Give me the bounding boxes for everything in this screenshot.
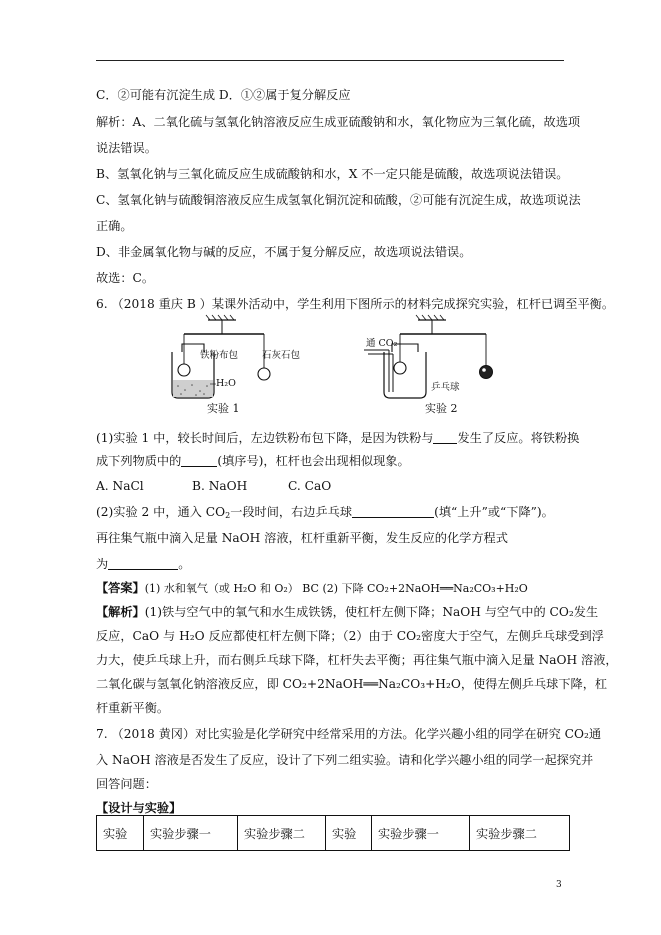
q2-text-b: 一段时间，右边乒乓球 (230, 505, 353, 519)
table-header-row (97, 816, 570, 851)
explanation-c-cont: 正确。 (96, 219, 133, 233)
question-6-part2-cont: 再往集气瓶中滴入足量 NaOH 溶液，杠杆重新平衡，发生反应的化学方程式 (96, 531, 508, 545)
explanation-a: 解析：A、二氧化硫与氢氧化钠溶液反应生成亚硫酸钠和水，氧化物应为三氧化硫，故选项 (96, 115, 581, 129)
answer-tag: 【答案】 (96, 581, 145, 595)
analysis-text-1: (1)铁与空气中的氧气和水生成铁锈，使杠杆左侧下降；NaOH 与空气中的 CO₂发生 (144, 605, 599, 619)
q2-text-f: 。 (178, 557, 191, 571)
design-section-heading: 【设计与实验】 (96, 801, 182, 815)
option-b: B. NaOH (192, 479, 248, 493)
answer-blank-1[interactable] (433, 431, 457, 444)
table-header-cell: 实验 (326, 816, 372, 851)
answer-choice: 故选：C。 (96, 271, 155, 285)
answer-blank-3[interactable] (352, 505, 434, 518)
analysis-line-2: 反应，CaO 与 H₂O 反应都使杠杆左侧下降；（2）由于 CO₂密度大于空气，左侧乒乓球受到浮 (96, 629, 604, 643)
question-6-options (96, 478, 331, 494)
q2-text-e: 为 (96, 557, 109, 571)
water-label: H₂O (216, 378, 236, 389)
explanation-d: D、非金属氧化物与碱的反应，不属于复分解反应，故选项说法错误。 (96, 245, 472, 259)
table-header-cell: 实验步骤二 (238, 816, 326, 851)
table-header-cell: 实验 (97, 816, 144, 851)
analysis-line-1 (96, 604, 598, 620)
question-7-line-1: 7. （2018 黄冈）对比实验是化学研究中经常采用的方法。化学兴趣小组的同学在研究 CO₂通 (96, 727, 602, 741)
analysis-line-5: 杆重新平衡。 (96, 701, 170, 715)
analysis-line-3: 力大，使乒乓球上升，而右侧乒乓球下降，杠杆失去平衡；再往集气瓶中滴入足量 NaOH 溶液， (96, 653, 618, 667)
q1-text-c: 成下列物质中的 (96, 454, 182, 468)
pingpong-label: 乒乓球 (431, 382, 460, 393)
analysis-line-4: 二氧化碳与氢氧化钠溶液反应，即 CO₂+2NaOH══Na₂CO₃+H₂O，使得左侧乒乓球下降，杠 (96, 677, 608, 691)
q2-text-a: (2)实验 2 中，通入 CO (96, 505, 226, 519)
q1-text-a: (1)实验 1 中，较长时间后，左边铁粉布包下降，是因为铁粉与 (96, 431, 434, 445)
q1-text-d: (填序号)，杠杆也会出现相似现象。 (217, 454, 410, 468)
analysis-tag: 【解析】 (96, 605, 145, 619)
answer-blank-2[interactable] (181, 454, 217, 467)
q2-text-c: (填“上升”或“下降”)。 (434, 505, 554, 519)
question-7-line-2: 入 NaOH 溶液是否发生了反应，设计了下列二组实验。请和化学兴趣小组的同学一起探究并 (96, 753, 594, 767)
experiment-2-apparatus (364, 315, 493, 398)
answer-text: (1) 水和氧气（或 H₂O 和 O₂） BC (2) 下降 CO₂+2NaOH══Na₂CO₃+H₂O (144, 582, 528, 595)
answer-line (96, 580, 528, 597)
iron-bag-label: 铁粉布包 (200, 350, 239, 361)
table-header-cell: 实验步骤二 (470, 816, 570, 851)
header-rule (96, 60, 564, 61)
explanation-a-cont: 说法错误。 (96, 141, 157, 155)
q2-co2-subscript: 2 (225, 511, 231, 520)
q1-text-b: 发生了反应。将铁粉换 (457, 431, 580, 445)
limestone-bag-label: 石灰石包 (262, 350, 301, 361)
question-6-stem: 6. （2018 重庆 B ）某课外活动中，学生利用下图所示的材料完成探究实验，杠杆已调至平衡。 (96, 297, 615, 311)
experiment-2-label: 实验 2 (425, 402, 458, 415)
question-6-part2 (96, 504, 554, 520)
experiment-1-label: 实验 1 (207, 402, 240, 415)
table-header-cell: 实验步骤一 (144, 816, 238, 851)
question-7-line-3: 回答问题： (96, 777, 157, 791)
page-number: 3 (556, 880, 562, 890)
co2-inlet-label: 通 CO₂ (366, 338, 398, 349)
option-c: C. CaO (288, 479, 332, 493)
explanation-b: B、氢氧化钠与三氧化硫反应生成硫酸钠和水，X 不一定只能是硫酸，故选项说法错误。 (96, 167, 569, 181)
experiment-steps-table (96, 815, 570, 851)
question-6-part1-cont (96, 453, 410, 469)
question-6-part2-equation (96, 556, 190, 572)
explanation-c: C、氢氧化钠与硫酸铜溶液反应生成氢氧化铜沉淀和硫酸，②可能有沉淀生成，故选项说法 (96, 193, 581, 207)
table-header-cell: 实验步骤一 (372, 816, 470, 851)
question-6-part1 (96, 430, 579, 446)
option-a: A. NaCl (96, 479, 144, 493)
option-line-cd: C．②可能有沉淀生成 D．①②属于复分解反应 (96, 88, 351, 102)
answer-blank-4[interactable] (108, 557, 178, 570)
experiment-figure (160, 312, 530, 418)
